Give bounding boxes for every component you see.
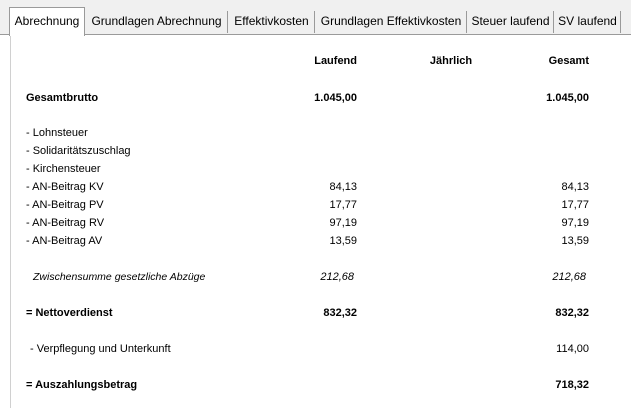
row-label-pv: - AN-Beitrag PV <box>26 199 104 211</box>
row-label-kirchensteuer: - Kirchensteuer <box>26 163 101 175</box>
row-label-kv: - AN-Beitrag KV <box>26 181 104 193</box>
row-label-rv: - AN-Beitrag RV <box>26 217 105 229</box>
value-pv-laufend: 17,77 <box>329 199 357 211</box>
tab-steuer-laufend[interactable]: Steuer laufend <box>468 11 554 33</box>
row-label-zwischensumme: Zwischensumme gesetzliche Abzüge <box>33 271 206 283</box>
row-label-solidaritaetszuschlag: - Solidaritätszuschlag <box>26 145 131 157</box>
value-av-laufend: 13,59 <box>329 235 357 247</box>
value-gesamtbrutto-laufend: 1.045,00 <box>314 92 357 104</box>
value-rv-laufend: 97,19 <box>329 217 357 229</box>
value-zwischensumme-gesamt: 212,68 <box>552 271 586 283</box>
tab-bar <box>0 0 631 35</box>
tab-grundlagen-abrechnung[interactable]: Grundlagen Abrechnung <box>86 11 228 33</box>
row-label-lohnsteuer: - Lohnsteuer <box>26 127 88 139</box>
value-gesamtbrutto-gesamt: 1.045,00 <box>546 92 589 104</box>
value-av-gesamt: 13,59 <box>561 235 589 247</box>
row-label-nettoverdienst: = Nettoverdienst <box>26 307 113 319</box>
value-kv-gesamt: 84,13 <box>561 181 589 193</box>
row-label-av: - AN-Beitrag AV <box>26 235 103 247</box>
column-header-jaehrlich: Jährlich <box>429 55 473 67</box>
tab-abrechnung[interactable]: Abrechnung <box>9 7 85 36</box>
value-kv-laufend: 84,13 <box>329 181 357 193</box>
value-zwischensumme-laufend: 212,68 <box>320 271 354 283</box>
tab-sv-laufend[interactable]: SV laufend <box>555 11 621 33</box>
value-rv-gesamt: 97,19 <box>561 217 589 229</box>
row-label-verpflegung: - Verpflegung und Unterkunft <box>30 343 171 355</box>
abrechnung-panel <box>0 35 631 408</box>
value-nettoverdienst-laufend: 832,32 <box>323 307 357 319</box>
value-auszahlungsbetrag-gesamt: 718,32 <box>555 379 589 391</box>
column-header-laufend: Laufend <box>314 55 357 67</box>
panel-border <box>10 35 11 408</box>
tab-effektivkosten[interactable]: Effektivkosten <box>229 11 315 33</box>
value-pv-gesamt: 17,77 <box>561 199 589 211</box>
tab-grundlagen-effektivkosten[interactable]: Grundlagen Effektivkosten <box>316 11 467 33</box>
value-verpflegung-gesamt: 114,00 <box>556 343 589 355</box>
row-label-auszahlungsbetrag: = Auszahlungsbetrag <box>26 379 138 391</box>
column-header-gesamt: Gesamt <box>548 55 589 67</box>
row-label-gesamtbrutto: Gesamtbrutto <box>26 92 99 104</box>
value-nettoverdienst-gesamt: 832,32 <box>555 307 589 319</box>
